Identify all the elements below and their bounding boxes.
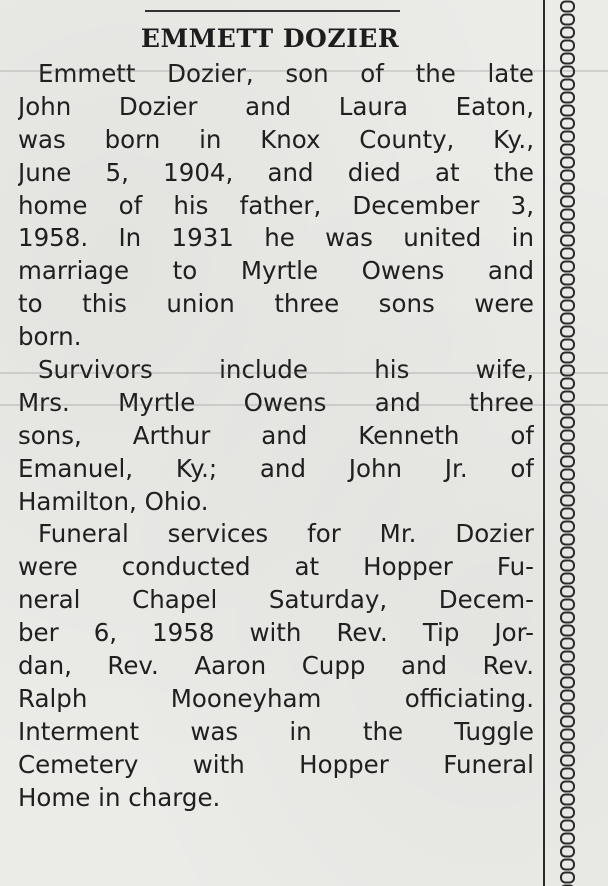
article-line: John Dozier and Laura Eaton,: [18, 91, 534, 121]
article-line: June 5, 1904, and died at the: [18, 157, 534, 187]
article-line: was born in Knox County, Ky.,: [18, 124, 534, 154]
article-line: Hamilton, Ohio.: [18, 486, 209, 516]
article-line: Interment was in the Tuggle: [18, 716, 534, 746]
article-line: 1958. In 1931 he was united in: [18, 223, 534, 253]
article-line: Cemetery with Hopper Funeral: [18, 749, 534, 779]
top-rule: [145, 10, 400, 12]
article-line: were conducted at Hopper Fu-: [18, 552, 534, 582]
article-line: Home in charge.: [18, 782, 221, 812]
article-line: Funeral services for Mr. Dozier: [38, 519, 534, 549]
article-line: to this union three sons were: [18, 289, 534, 319]
article-line: born.: [18, 322, 82, 352]
column-rule: [543, 0, 545, 886]
article-line: Ralph Mooneyham officiating.: [18, 683, 534, 713]
article-line: dan, Rev. Aaron Cupp and Rev.: [18, 651, 534, 681]
article-line: Survivors include his wife,: [38, 355, 534, 385]
headline: EMMETT DOZIER: [140, 24, 400, 53]
article-line: ber 6, 1958 with Rev. Tip Jor-: [18, 618, 534, 648]
chain-border-ornament: [556, 0, 580, 886]
article-line: Emanuel, Ky.; and John Jr. of: [18, 453, 534, 483]
article-line: sons, Arthur and Kenneth of: [18, 420, 534, 450]
article-body: [18, 58, 534, 814]
article-line: neral Chapel Saturday, Decem-: [18, 585, 534, 615]
paper-crease: [0, 404, 608, 406]
paper-crease: [0, 70, 608, 72]
article-line: Emmett Dozier, son of the late: [38, 59, 534, 88]
article-line: marriage to Myrtle Owens and: [18, 256, 534, 286]
article-line: home of his father, December 3,: [18, 190, 534, 220]
paper-crease: [0, 372, 608, 374]
article-line: Mrs. Myrtle Owens and three: [18, 387, 534, 417]
